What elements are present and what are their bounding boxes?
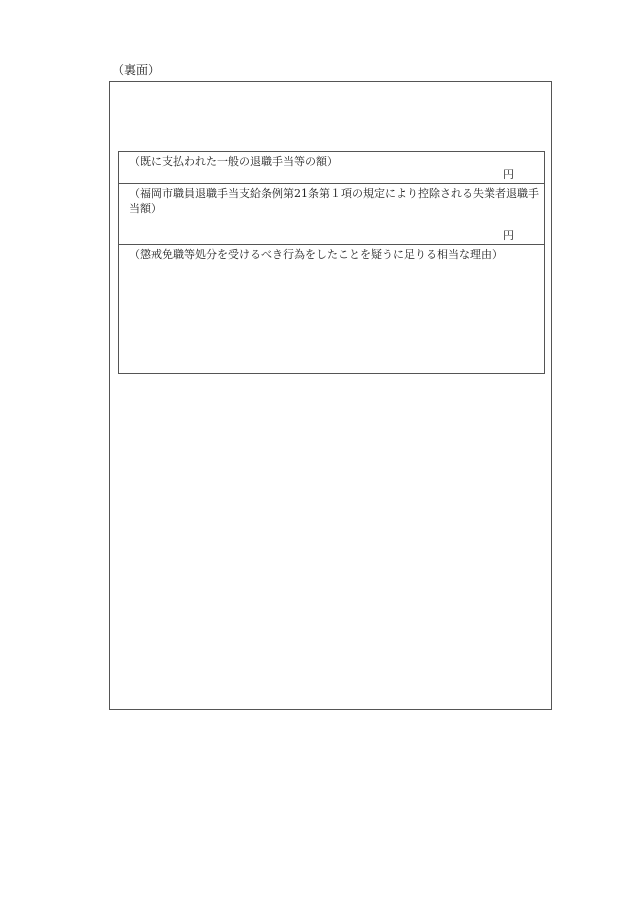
general-retirement-allowance-cell[interactable] bbox=[119, 152, 544, 184]
general-retirement-allowance-label: （既に支払われた一般の退職手当等の額） bbox=[129, 155, 338, 168]
general-retirement-allowance-unit: 円 bbox=[503, 168, 514, 181]
form-table bbox=[118, 151, 545, 374]
unemployment-allowance-label: （福岡市職員退職手当支給条例第21条第１項の規定により控除される失業者退職手当額） bbox=[129, 187, 539, 215]
unemployment-allowance-cell[interactable] bbox=[119, 184, 544, 245]
page-side-label: （裏面） bbox=[112, 63, 161, 77]
unemployment-allowance-unit: 円 bbox=[503, 229, 514, 242]
disciplinary-reason-cell[interactable] bbox=[119, 245, 544, 373]
disciplinary-reason-label: （懲戒免職等処分を受けるべき行為をしたことを疑うに足りる相当な理由） bbox=[129, 248, 503, 261]
